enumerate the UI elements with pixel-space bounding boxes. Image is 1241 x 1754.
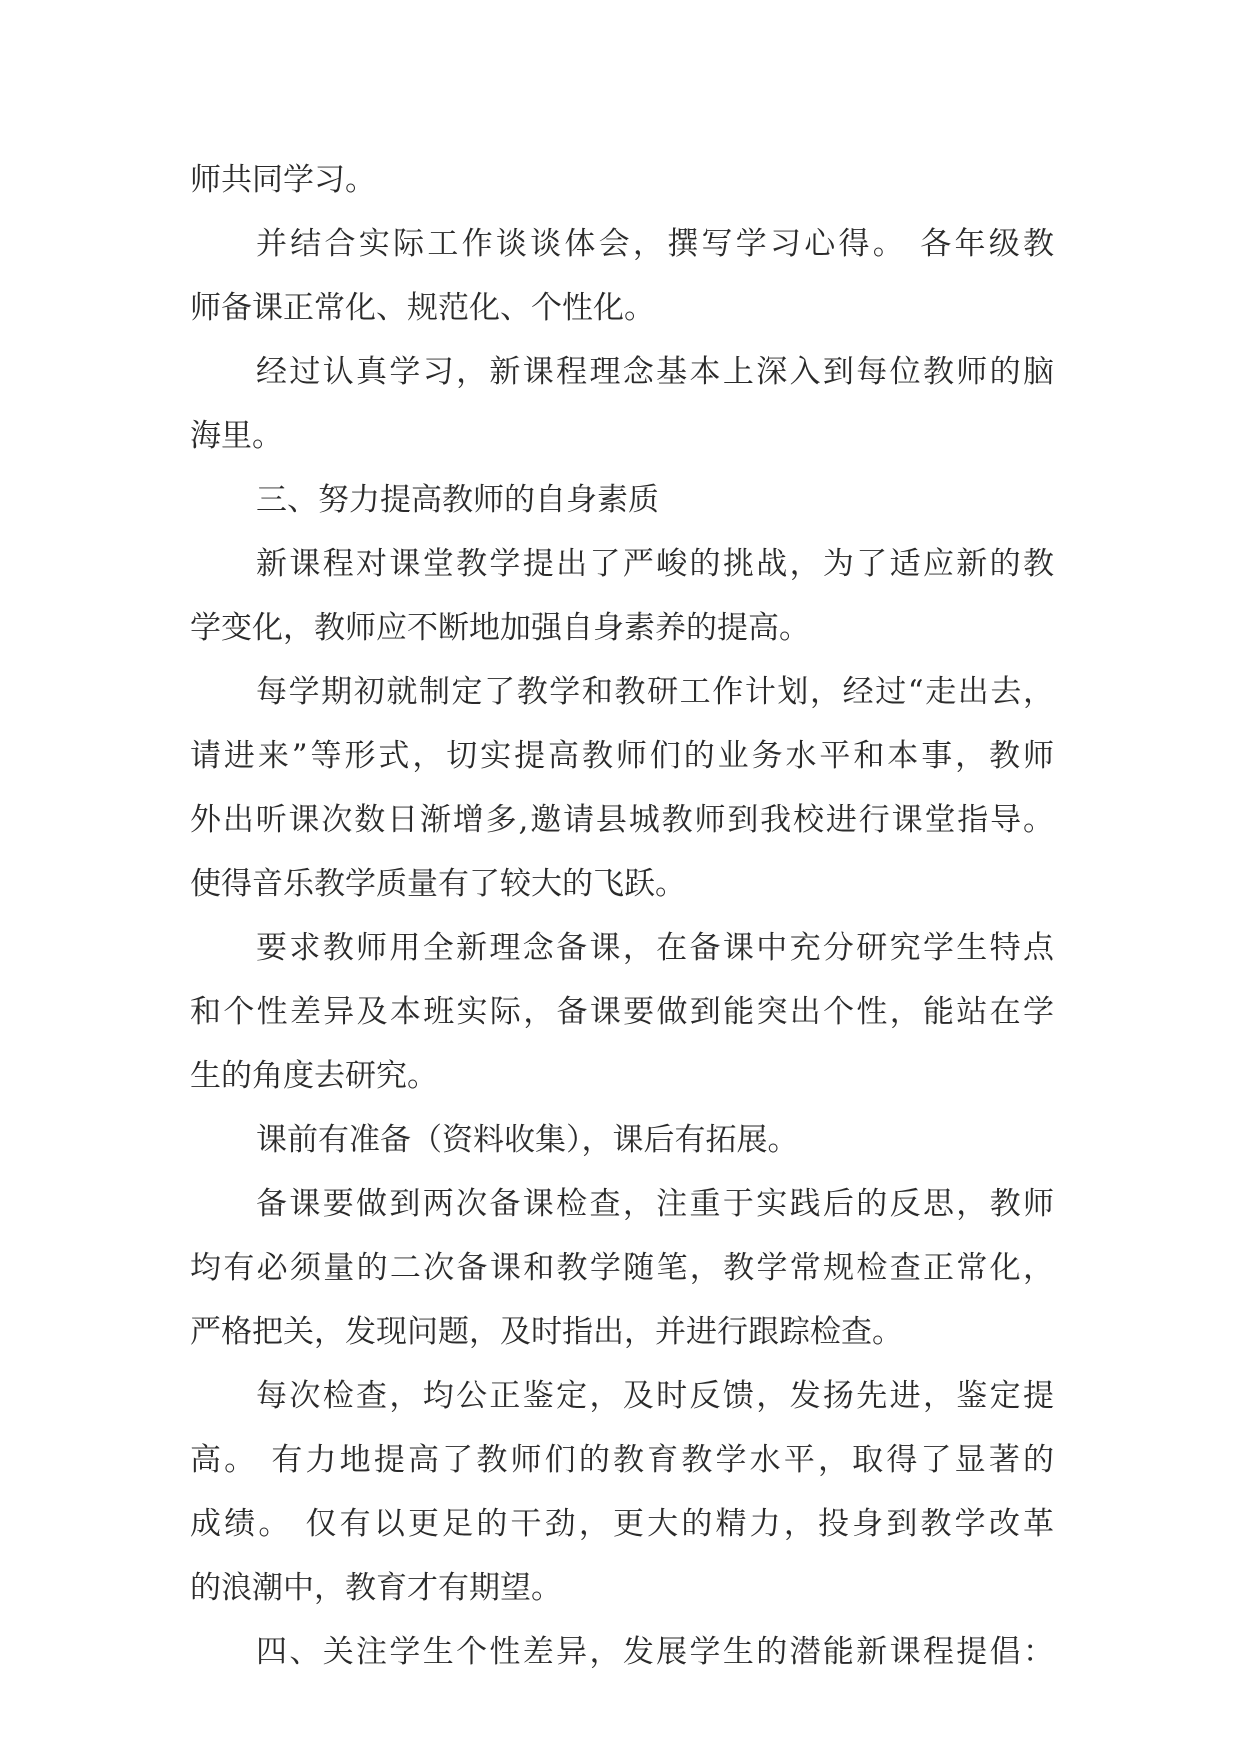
text-line: 每学期初就制定了教学和教研工作计划，经过“走出去， xyxy=(256,674,1054,710)
text-line: 课前有准备（资料收集），课后有拓展。 xyxy=(256,1122,799,1158)
text-line: 使得音乐教学质量有了较大的飞跃。 xyxy=(190,866,686,902)
text-line: 成绩。 仅有以更足的干劲，更大的精力，投身到教学改革 xyxy=(190,1506,1054,1542)
text-line: 高。 有力地提高了教师们的教育教学水平，取得了显著的 xyxy=(190,1442,1054,1478)
section-heading: 四、关注学生个性差异，发展学生的潜能新课程提倡： xyxy=(256,1634,1054,1670)
section-heading: 三、努力提高教师的自身素质 xyxy=(256,482,659,518)
text-line: 新课程对课堂教学提出了严峻的挑战，为了适应新的教 xyxy=(256,546,1054,582)
text-line: 要求教师用全新理念备课，在备课中充分研究学生特点 xyxy=(256,930,1054,966)
text-line: 学变化，教师应不断地加强自身素养的提高。 xyxy=(190,610,810,646)
text-line: 严格把关，发现问题，及时指出，并进行跟踪检查。 xyxy=(190,1314,903,1350)
text-line: 海里。 xyxy=(190,418,283,454)
text-line: 外出听课次数日渐增多,邀请县城教师到我校进行课堂指导。 xyxy=(190,802,1054,838)
text-line: 备课要做到两次备课检查，注重于实践后的反思，教师 xyxy=(256,1186,1054,1222)
text-line: 经过认真学习，新课程理念基本上深入到每位教师的脑 xyxy=(256,354,1054,390)
text-line: 并结合实际工作谈谈体会，撰写学习心得。 各年级教 xyxy=(256,226,1054,262)
text-line: 均有必须量的二次备课和教学随笔，教学常规检查正常化， xyxy=(190,1250,1054,1286)
text-line: 和个性差异及本班实际，备课要做到能突出个性，能站在学 xyxy=(190,994,1054,1030)
text-line: 师备课正常化、规范化、个性化。 xyxy=(190,290,655,326)
text-line: 请进来”等形式，切实提高教师们的业务水平和本事，教师 xyxy=(190,738,1054,774)
text-line: 的浪潮中，教育才有期望。 xyxy=(190,1570,562,1606)
text-line: 每次检查，均公正鉴定，及时反馈，发扬先进，鉴定提 xyxy=(256,1378,1054,1414)
text-line: 师共同学习。 xyxy=(190,162,376,198)
text-line: 生的角度去研究。 xyxy=(190,1058,438,1094)
